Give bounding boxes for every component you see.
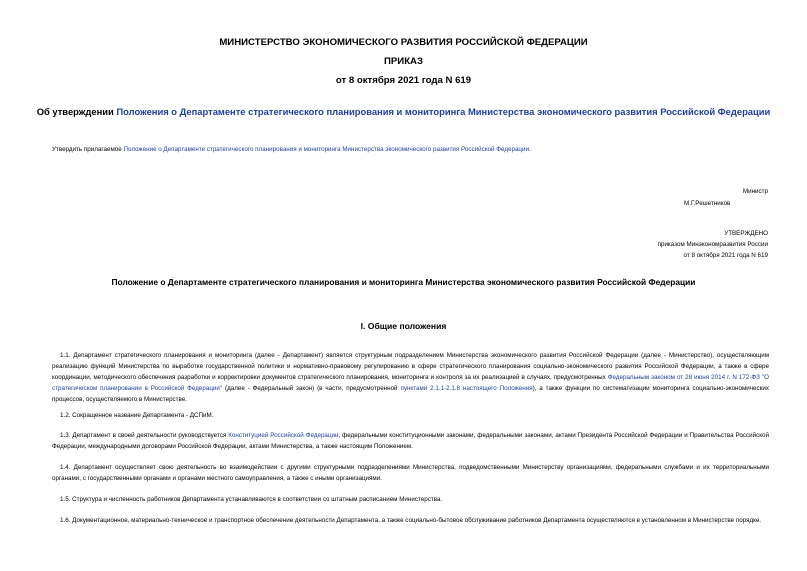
regulation-link[interactable]: Положения о Департаменте стратегического планирования и мониторинга Министерства экономического развития Российской Федерации: [116, 106, 771, 117]
federal-law-link[interactable]: Федеральным законом от 28 июня 2014 г. N 172-ФЗ "О стратегическом планировании в Российской Федерации": [52, 374, 769, 392]
signature-title: Министр: [742, 188, 768, 195]
paragraph-1-6: 1.6. Документационное, материально-техническое и транспортное обеспечение деятельности Департамента, а также социально-бытовое обслуживание работников Департамента осуществляются в установленном в Министерстве порядке.: [60, 517, 762, 524]
paragraph-1-3-text-b: , федеральными конституционными законами, федеральными законами, актами Президента Российской Федерации и Правительства Российской Федерации, международными договорами Российской Федерации, актами Министерства, а также настоящим Положением.: [52, 432, 769, 450]
approve-regulation-link[interactable]: Положение о Департаменте стратегического планирования и мониторинга Министерства экономического развития Российской Федерации: [123, 146, 529, 153]
paragraph-1-4: 1.4. Департамент осуществляет свою деятельность во взаимодействии с другими структурными подразделениями Министерства, подведомственными Министерству организациями, федеральными службами и их территориальными органами, с государственными органами и органами местного самоуправления, а также с иными организациями.: [52, 464, 769, 482]
doc-subject: [0, 106, 807, 117]
approved-line2: приказом Минэкономразвития России: [657, 241, 768, 248]
doc-date-number: от 8 октября 2021 года N 619: [335, 75, 472, 86]
regulation-title: Положение о Департаменте стратегического планирования и мониторинга Министерства экономического развития Российской Федерации: [111, 277, 696, 287]
signature-name: М.Г.Решетников: [684, 200, 731, 207]
approve-prefix: Утвердить прилагаемое: [52, 146, 124, 153]
paragraph-1-5: 1.5. Структура и численность работников Департамента устанавливаются в соответствии со штатным расписанием Министерства.: [60, 496, 443, 503]
paragraph-1-1-text-c: ), а также функции по систематизации мониторинга социально-экономических процессов, осуществляемого в Министерстве.: [52, 385, 769, 403]
points-link[interactable]: пунктами 2.1.1-2.1.8 настоящего Положения: [400, 385, 533, 392]
approved-line3: от 8 октября 2021 года N 619: [683, 252, 768, 259]
doc-type-heading: ПРИКАЗ: [384, 56, 423, 67]
doc-subject-prefix: Об утверждении: [36, 106, 117, 117]
paragraph-1-1-text-b: (далее - Федеральный закон) (в части, предусмотренной: [222, 385, 401, 392]
paragraph-1-1-text-a: 1.1. Департамент стратегического планирования и мониторинга (далее - Департамент) является структурным подразделением Министерства экономического развития Российской Федерации (далее - Министерство), осуществляющим реализацию функций Министерства по выработке государственной политики и нормативно-правовому регулированию в сфере стратегического планирования социально-экономического развития Российской Федерации, а также в сфере координации, методического обеспечения разработки и корректировки документов стратегического планирования, мониторинга и контроля за их реализацией в случаях, предусмотренных: [52, 352, 769, 381]
approve-suffix: .: [528, 146, 531, 153]
constitution-link[interactable]: Конституцией Российской Федерации: [228, 432, 339, 439]
paragraph-1-3: [52, 430, 769, 452]
approved-line1: УТВЕРЖДЕНО: [724, 230, 768, 237]
section-title: I. Общие положения: [360, 321, 447, 331]
approve-paragraph: [52, 144, 769, 155]
paragraph-1-1: [52, 350, 769, 405]
paragraph-1-2: 1.2. Сокращенное название Департамента - ДСПиМ.: [60, 412, 214, 419]
paragraph-1-3-text-a: 1.3. Департамент в своей деятельности руководствуется: [60, 432, 229, 439]
ministry-heading: МИНИСТЕРСТВО ЭКОНОМИЧЕСКОГО РАЗВИТИЯ РОССИЙСКОЙ ФЕДЕРАЦИИ: [219, 37, 588, 48]
